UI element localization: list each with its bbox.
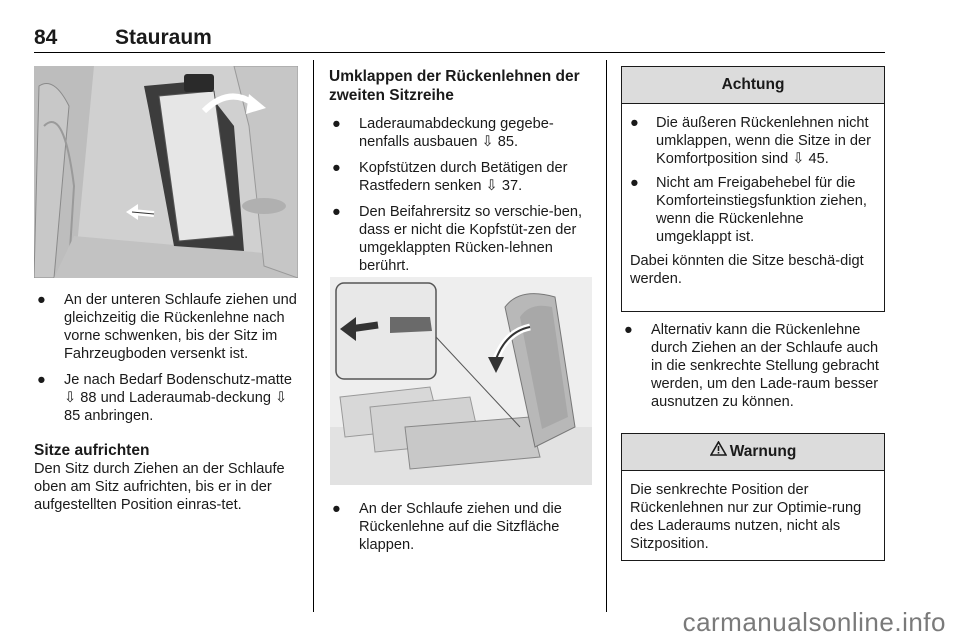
middle-column-lower bbox=[329, 500, 593, 562]
cargo-seat-drawing bbox=[34, 66, 298, 278]
list-item bbox=[34, 291, 300, 363]
bullet-symbol: ● bbox=[630, 175, 639, 191]
right-column-text bbox=[621, 321, 885, 419]
bullet-symbol: ● bbox=[37, 292, 46, 308]
list-item-text: Den Beifahrersitz so verschie-ben, dass er nicht die Kopfstüt-zen der umgeklappten Rücken-lehnen berührt. bbox=[359, 204, 583, 274]
list-item-text: Laderaumabdeckung gegebe-nenfalls ausbauen ⇩ 85. bbox=[359, 116, 554, 150]
left-column bbox=[34, 291, 300, 514]
list-item bbox=[329, 203, 593, 275]
warnung-title: Warnung bbox=[729, 443, 797, 461]
paragraph-sitze-aufrichten: Den Sitz durch Ziehen an der Schlaufe oben am Sitz aufrichten, bis er in der aufgestellten Position einras-tet. bbox=[34, 461, 285, 513]
list-item-text: An der Schlaufe ziehen und die Rückenlehne auf die Sitzfläche klappen. bbox=[359, 501, 562, 553]
list-item-text: Die äußeren Rückenlehnen nicht umklappen, wenn die Sitze in der Komfortposition sind ⇩ 45. bbox=[656, 115, 871, 167]
list-item-text: Alternativ kann die Rückenlehne durch Ziehen an der Schlaufe auch in die senkrechte Stellung gebracht werden, um den Lade-raum besser ausnutzen zu können. bbox=[651, 322, 879, 410]
seat-fold-illustration bbox=[330, 277, 592, 485]
list-item bbox=[621, 321, 885, 411]
cargo-area-illustration bbox=[34, 66, 298, 278]
bullet-symbol: ● bbox=[332, 116, 341, 132]
heading-umklappen: Umklappen der Rückenlehnen der zweiten Sitzreihe bbox=[329, 68, 580, 104]
list-item bbox=[329, 115, 593, 151]
subheading-sitze-aufrichten: Sitze aufrichten bbox=[34, 442, 150, 459]
achtung-note: Dabei könnten die Sitze beschä-digt werden. bbox=[630, 253, 864, 287]
bullet-symbol: ● bbox=[332, 204, 341, 220]
bullet-symbol: ● bbox=[624, 322, 633, 338]
column-divider-right bbox=[606, 60, 607, 612]
page-number: 84 bbox=[34, 26, 58, 49]
list-item-text: Nicht am Freigabehebel für die Komforteinstiegsfunktion ziehen, wenn die Rückenlehne umgeklappt ist. bbox=[656, 175, 867, 245]
list-item-text: Kopfstützen durch Betätigen der Rastfedern senken ⇩ 37. bbox=[359, 160, 568, 194]
bullet-symbol: ● bbox=[37, 372, 46, 388]
list-item bbox=[329, 500, 593, 554]
warnung-header bbox=[622, 434, 884, 471]
list-item bbox=[34, 371, 300, 425]
warnung-box bbox=[621, 433, 885, 561]
header-rule bbox=[34, 52, 885, 53]
bullet-symbol: ● bbox=[332, 501, 341, 517]
list-item-text: An der unteren Schlaufe ziehen und gleichzeitig die Rückenlehne nach vorne schwenken, bis der Sitz im Fahrzeugboden versenkt ist. bbox=[64, 292, 297, 362]
bullet-symbol: ● bbox=[630, 115, 639, 131]
watermark: carmanualsonline.info bbox=[682, 607, 946, 637]
middle-column bbox=[329, 67, 593, 283]
section-title: Stauraum bbox=[115, 26, 212, 49]
bullet-symbol: ● bbox=[332, 160, 341, 176]
list-item-text: Je nach Bedarf Bodenschutz-matte ⇩ 88 und Laderaumab-deckung ⇩ 85 anbringen. bbox=[64, 372, 292, 424]
list-item bbox=[630, 114, 876, 168]
achtung-body bbox=[622, 104, 884, 296]
achtung-title: Achtung bbox=[622, 67, 884, 104]
warning-triangle-icon bbox=[710, 434, 727, 470]
achtung-box bbox=[621, 66, 885, 312]
seat-fold-drawing bbox=[330, 277, 592, 485]
warnung-text: Die senkrechte Position der Rückenlehnen nur zur Optimie-rung des Laderaums nutzen, nicht als Sitzposition. bbox=[630, 482, 862, 552]
list-item bbox=[329, 159, 593, 195]
column-divider-left bbox=[313, 60, 314, 612]
list-item bbox=[630, 174, 876, 246]
